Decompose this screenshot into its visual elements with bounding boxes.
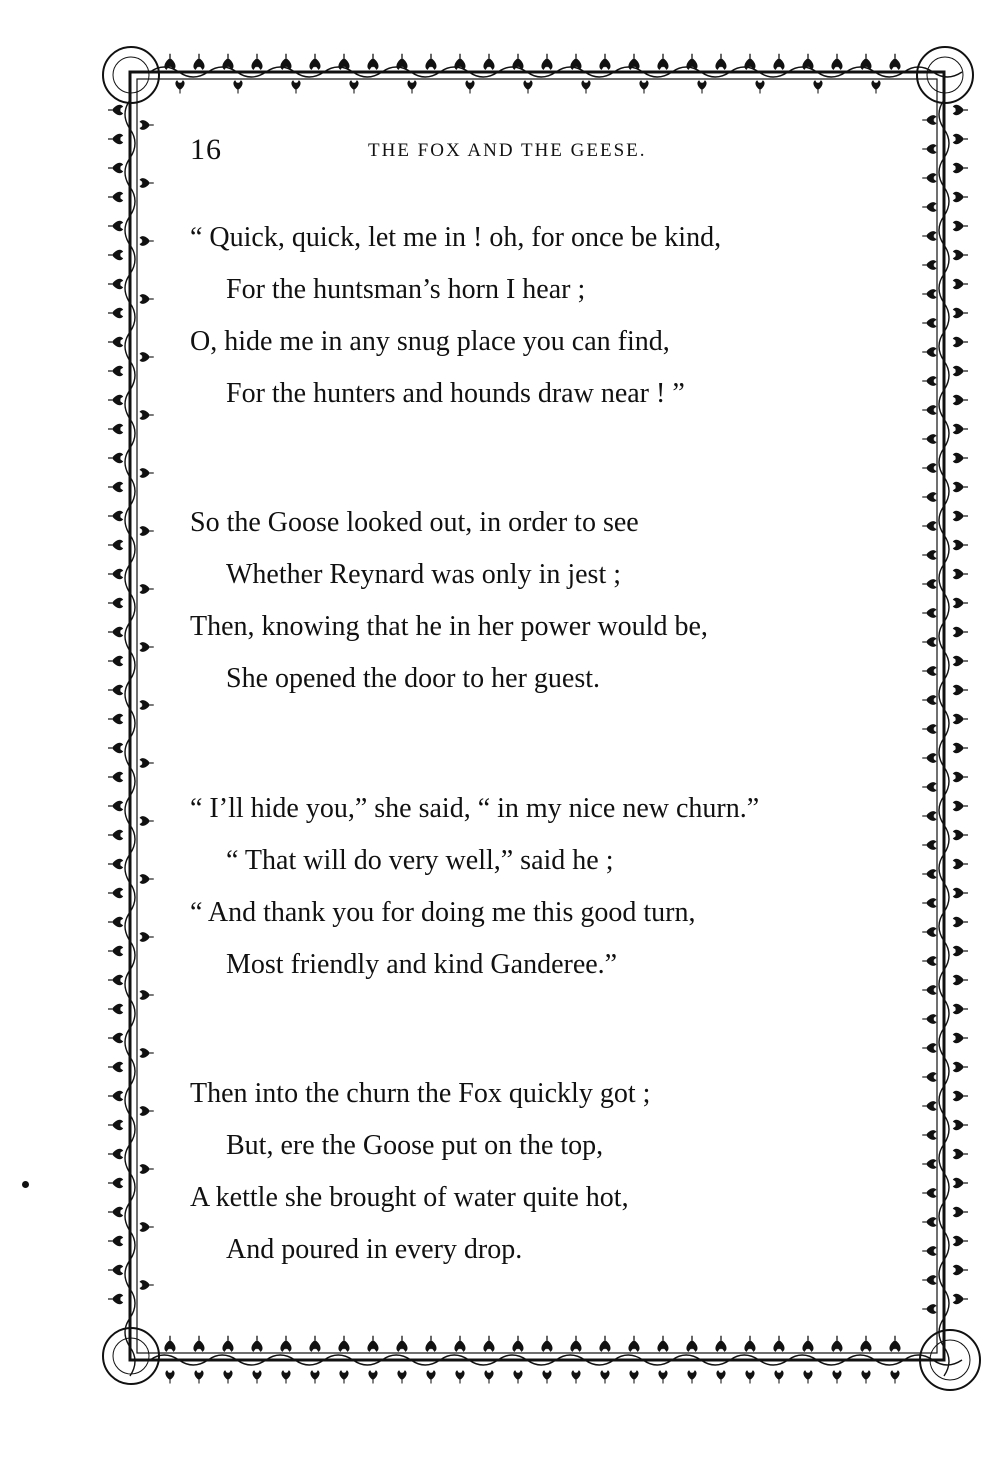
leaf-icon [484, 1370, 493, 1383]
leaf-icon [889, 54, 900, 70]
leaf-icon [953, 685, 968, 695]
leaf-icon [140, 352, 154, 362]
leaf-icon [542, 1370, 551, 1383]
leaf-icon [581, 80, 590, 93]
leaf-icon [108, 511, 123, 521]
verse-line: Then, knowing that he in her power would be, [190, 611, 708, 642]
leaf-icon [140, 642, 154, 652]
leaf-icon [922, 840, 936, 850]
leaf-icon [639, 80, 648, 93]
leaf-icon [922, 202, 936, 212]
leaf-icon [140, 410, 154, 420]
leaf-icon [953, 105, 968, 115]
leaf-icon [953, 540, 968, 550]
leaf-icon [953, 801, 968, 811]
leaf-icon [953, 1120, 968, 1130]
leaf-icon [953, 1294, 968, 1304]
leaf-icon [193, 54, 204, 70]
page-number: 16 [190, 133, 222, 166]
verse-line: And poured in every drop. [226, 1234, 523, 1265]
leaf-icon [108, 1091, 123, 1101]
leaf-icon [953, 511, 968, 521]
leaf-icon [628, 1336, 639, 1352]
leaf-icon [889, 1336, 900, 1352]
leaf-icon [108, 801, 123, 811]
leaf-icon [803, 1370, 812, 1383]
leaf-icon [291, 80, 300, 93]
leaf-icon [164, 54, 175, 70]
verse-line: But, ere the Goose put on the top, [226, 1130, 604, 1161]
leaf-icon [953, 859, 968, 869]
leaf-icon [541, 1336, 552, 1352]
leaf-icon [140, 932, 154, 942]
leaf-icon [715, 54, 726, 70]
leaf-icon [140, 236, 154, 246]
leaf-icon [599, 1336, 610, 1352]
leaf-icon [922, 985, 936, 995]
verse-line: “ I’ll hide you,” she said, “ in my nice new churn.” [190, 793, 760, 824]
leaf-icon [697, 80, 706, 93]
leaf-icon [108, 279, 123, 289]
leaf-icon [140, 1106, 154, 1116]
leaf-icon [953, 134, 968, 144]
leaf-icon [396, 1336, 407, 1352]
verse-line: Then into the churn the Fox quickly got ; [190, 1078, 651, 1109]
leaf-icon [922, 753, 936, 763]
leaf-icon [251, 1336, 262, 1352]
leaf-icon [953, 308, 968, 318]
leaf-icon [140, 468, 154, 478]
leaf-icon [140, 294, 154, 304]
verse-line: “ That will do very well,” said he ; [226, 845, 614, 876]
leaf-icon [687, 1370, 696, 1383]
verse-line: She opened the door to her guest. [226, 663, 601, 694]
leaf-icon [108, 337, 123, 347]
leaf-icon [140, 1280, 154, 1290]
leaf-icon [755, 80, 764, 93]
leaf-icon [425, 54, 436, 70]
leaf-icon [222, 54, 233, 70]
leaf-icon [922, 289, 936, 299]
leaf-icon [953, 424, 968, 434]
leaf-icon [629, 1370, 638, 1383]
leaf-icon [744, 54, 755, 70]
leaf-icon [953, 946, 968, 956]
leaf-icon [953, 250, 968, 260]
leaf-icon [953, 163, 968, 173]
leaf-icon [860, 54, 871, 70]
leaf-icon [108, 1062, 123, 1072]
leaf-icon [108, 482, 123, 492]
leaf-icon [367, 54, 378, 70]
leaf-icon [339, 1370, 348, 1383]
leaf-icon [922, 579, 936, 589]
leaf-icon [953, 598, 968, 608]
leaf-icon [953, 221, 968, 231]
stanza-2 [190, 507, 910, 707]
leaf-icon [454, 54, 465, 70]
leaf-icon [922, 550, 936, 560]
leaf-icon [922, 1101, 936, 1111]
leaf-icon [108, 192, 123, 202]
leaf-icon [349, 80, 358, 93]
leaf-icon [922, 1246, 936, 1256]
leaf-icon [140, 120, 154, 130]
leaf-icon [108, 250, 123, 260]
leaf-icon [426, 1370, 435, 1383]
leaf-icon [953, 888, 968, 898]
leaf-icon [140, 1222, 154, 1232]
leaf-icon [922, 318, 936, 328]
leaf-icon [953, 772, 968, 782]
leaf-icon [861, 1370, 870, 1383]
leaf-icon [890, 1370, 899, 1383]
stanza-1 [190, 222, 910, 422]
leaf-icon [953, 1207, 968, 1217]
leaf-icon [831, 1336, 842, 1352]
leaf-icon [860, 1336, 871, 1352]
verse-line: Whether Reynard was only in jest ; [226, 559, 622, 590]
leaf-icon [280, 54, 291, 70]
leaf-icon [108, 975, 123, 985]
leaf-icon [744, 1336, 755, 1352]
leaf-icon [773, 54, 784, 70]
leaf-icon [512, 54, 523, 70]
leaf-icon [108, 772, 123, 782]
leaf-icon [831, 54, 842, 70]
leaf-icon [108, 163, 123, 173]
leaf-icon [194, 1370, 203, 1383]
leaf-icon [233, 80, 242, 93]
leaf-icon [223, 1370, 232, 1383]
leaf-icon [108, 859, 123, 869]
verse-line: So the Goose looked out, in order to see [190, 507, 639, 538]
leaf-icon [871, 80, 880, 93]
leaf-icon [773, 1336, 784, 1352]
leaf-icon [922, 231, 936, 241]
leaf-icon [541, 54, 552, 70]
leaf-icon [922, 1130, 936, 1140]
leaf-icon [686, 1336, 697, 1352]
leaf-icon [570, 54, 581, 70]
leaf-icon [140, 874, 154, 884]
leaf-icon [252, 1370, 261, 1383]
leaf-icon [922, 405, 936, 415]
leaf-icon [922, 1304, 936, 1314]
leaf-icon [953, 1178, 968, 1188]
leaf-icon [310, 1370, 319, 1383]
leaf-icon [368, 1370, 377, 1383]
leaf-icon [953, 1033, 968, 1043]
leaf-icon [922, 173, 936, 183]
leaf-icon [454, 1336, 465, 1352]
leaf-icon [922, 1043, 936, 1053]
leaf-icon [922, 637, 936, 647]
leaf-icon [600, 1370, 609, 1383]
leaf-icon [922, 492, 936, 502]
leaf-icon [367, 1336, 378, 1352]
stanza-4 [190, 1078, 910, 1278]
leaf-icon [953, 337, 968, 347]
leaf-icon [175, 80, 184, 93]
leaf-icon [396, 54, 407, 70]
leaf-icon [953, 192, 968, 202]
leaf-icon [108, 1294, 123, 1304]
leaf-icon [922, 1217, 936, 1227]
leaf-icon [108, 627, 123, 637]
leaf-icon [140, 816, 154, 826]
leaf-icon [953, 1091, 968, 1101]
leaf-icon [455, 1370, 464, 1383]
leaf-icon [570, 1336, 581, 1352]
leaf-icon [108, 714, 123, 724]
leaf-icon [108, 1004, 123, 1014]
leaf-icon [108, 743, 123, 753]
leaf-icon [802, 1336, 813, 1352]
leaf-icon [832, 1370, 841, 1383]
leaf-icon [338, 1336, 349, 1352]
leaf-icon [108, 685, 123, 695]
stanza-3 [190, 793, 910, 993]
leaf-icon [953, 917, 968, 927]
leaf-icon [922, 347, 936, 357]
leaf-icon [922, 695, 936, 705]
leaf-icon [165, 1370, 174, 1383]
verse-line: For the huntsman’s horn I hear ; [226, 274, 586, 305]
leaf-icon [922, 956, 936, 966]
verse-line: A kettle she brought of water quite hot, [190, 1182, 629, 1213]
leaf-icon [802, 54, 813, 70]
leaf-icon [953, 366, 968, 376]
leaf-icon [745, 1370, 754, 1383]
leaf-icon [953, 453, 968, 463]
leaf-icon [108, 1265, 123, 1275]
leaf-icon [108, 888, 123, 898]
leaf-icon [108, 424, 123, 434]
leaf-icon [922, 521, 936, 531]
leaf-icon [953, 743, 968, 753]
leaf-icon [513, 1370, 522, 1383]
leaf-icon [922, 724, 936, 734]
leaf-icon [953, 395, 968, 405]
leaf-icon [108, 105, 123, 115]
leaf-icon [108, 1236, 123, 1246]
leaf-icon [953, 1062, 968, 1072]
leaf-icon [774, 1370, 783, 1383]
leaf-icon [465, 80, 474, 93]
leaf-icon [140, 700, 154, 710]
leaf-icon [108, 395, 123, 405]
ink-speck [22, 1181, 29, 1188]
leaf-icon [338, 54, 349, 70]
leaf-icon [657, 54, 668, 70]
leaf-icon [953, 627, 968, 637]
leaf-icon [922, 1275, 936, 1285]
leaf-icon [922, 434, 936, 444]
leaf-icon [108, 656, 123, 666]
leaf-icon [108, 946, 123, 956]
leaf-icon [922, 1014, 936, 1024]
leaf-icon [953, 279, 968, 289]
verse-line: “ And thank you for doing me this good turn, [190, 897, 696, 928]
leaf-icon [523, 80, 532, 93]
leaf-icon [953, 830, 968, 840]
leaf-icon [483, 1336, 494, 1352]
leaf-icon [716, 1370, 725, 1383]
leaf-icon [108, 134, 123, 144]
leaf-icon [140, 178, 154, 188]
leaf-icon [140, 758, 154, 768]
leaf-icon [108, 569, 123, 579]
leaf-icon [571, 1370, 580, 1383]
leaf-icon [108, 917, 123, 927]
leaf-icon [922, 927, 936, 937]
leaf-icon [108, 1120, 123, 1130]
leaf-icon [953, 482, 968, 492]
leaf-icon [407, 80, 416, 93]
leaf-icon [922, 898, 936, 908]
leaf-icon [922, 1072, 936, 1082]
running-title: THE FOX AND THE GEESE. [368, 140, 647, 161]
leaf-icon [222, 1336, 233, 1352]
leaf-icon [140, 1164, 154, 1174]
leaf-icon [108, 1033, 123, 1043]
verse-line: “ Quick, quick, let me in ! oh, for once be kind, [190, 222, 722, 253]
verse-line: O, hide me in any snug place you can find, [190, 326, 670, 357]
leaf-icon [657, 1336, 668, 1352]
leaf-icon [309, 54, 320, 70]
leaf-icon [922, 115, 936, 125]
leaf-icon [140, 526, 154, 536]
leaf-icon [108, 366, 123, 376]
leaf-icon [108, 1207, 123, 1217]
leaf-icon [108, 221, 123, 231]
leaf-icon [922, 811, 936, 821]
leaf-icon [193, 1336, 204, 1352]
leaf-icon [922, 144, 936, 154]
leaf-icon [280, 1336, 291, 1352]
leaf-icon [686, 54, 697, 70]
leaf-icon [922, 1188, 936, 1198]
leaf-icon [108, 540, 123, 550]
leaf-icon [922, 869, 936, 879]
leaf-icon [922, 463, 936, 473]
verse-line: Most friendly and kind Ganderee.” [226, 949, 618, 980]
leaf-icon [397, 1370, 406, 1383]
leaf-icon [922, 666, 936, 676]
leaf-icon [953, 569, 968, 579]
leaf-icon [922, 782, 936, 792]
leaf-icon [108, 453, 123, 463]
leaf-icon [922, 260, 936, 270]
leaf-icon [599, 54, 610, 70]
leaf-icon [953, 1004, 968, 1014]
leaf-icon [715, 1336, 726, 1352]
leaf-icon [164, 1336, 175, 1352]
leaf-icon [108, 1149, 123, 1159]
leaf-icon [108, 598, 123, 608]
leaf-icon [140, 584, 154, 594]
leaf-icon [483, 54, 494, 70]
leaf-icon [425, 1336, 436, 1352]
leaf-icon [108, 308, 123, 318]
leaf-icon [628, 54, 639, 70]
leaf-icon [953, 714, 968, 724]
leaf-icon [953, 1265, 968, 1275]
leaf-icon [140, 990, 154, 1000]
leaf-icon [953, 975, 968, 985]
leaf-icon [281, 1370, 290, 1383]
leaf-icon [140, 1048, 154, 1058]
leaf-icon [512, 1336, 523, 1352]
leaf-icon [922, 1159, 936, 1169]
leaf-icon [108, 1178, 123, 1188]
leaf-icon [953, 1149, 968, 1159]
leaf-icon [108, 830, 123, 840]
leaf-icon [953, 656, 968, 666]
leaf-icon [922, 608, 936, 618]
leaf-icon [813, 80, 822, 93]
verse-line: For the hunters and hounds draw near ! ” [226, 378, 685, 409]
leaf-icon [922, 376, 936, 386]
leaf-icon [309, 1336, 320, 1352]
leaf-icon [658, 1370, 667, 1383]
leaf-icon [953, 1236, 968, 1246]
leaf-icon [251, 54, 262, 70]
